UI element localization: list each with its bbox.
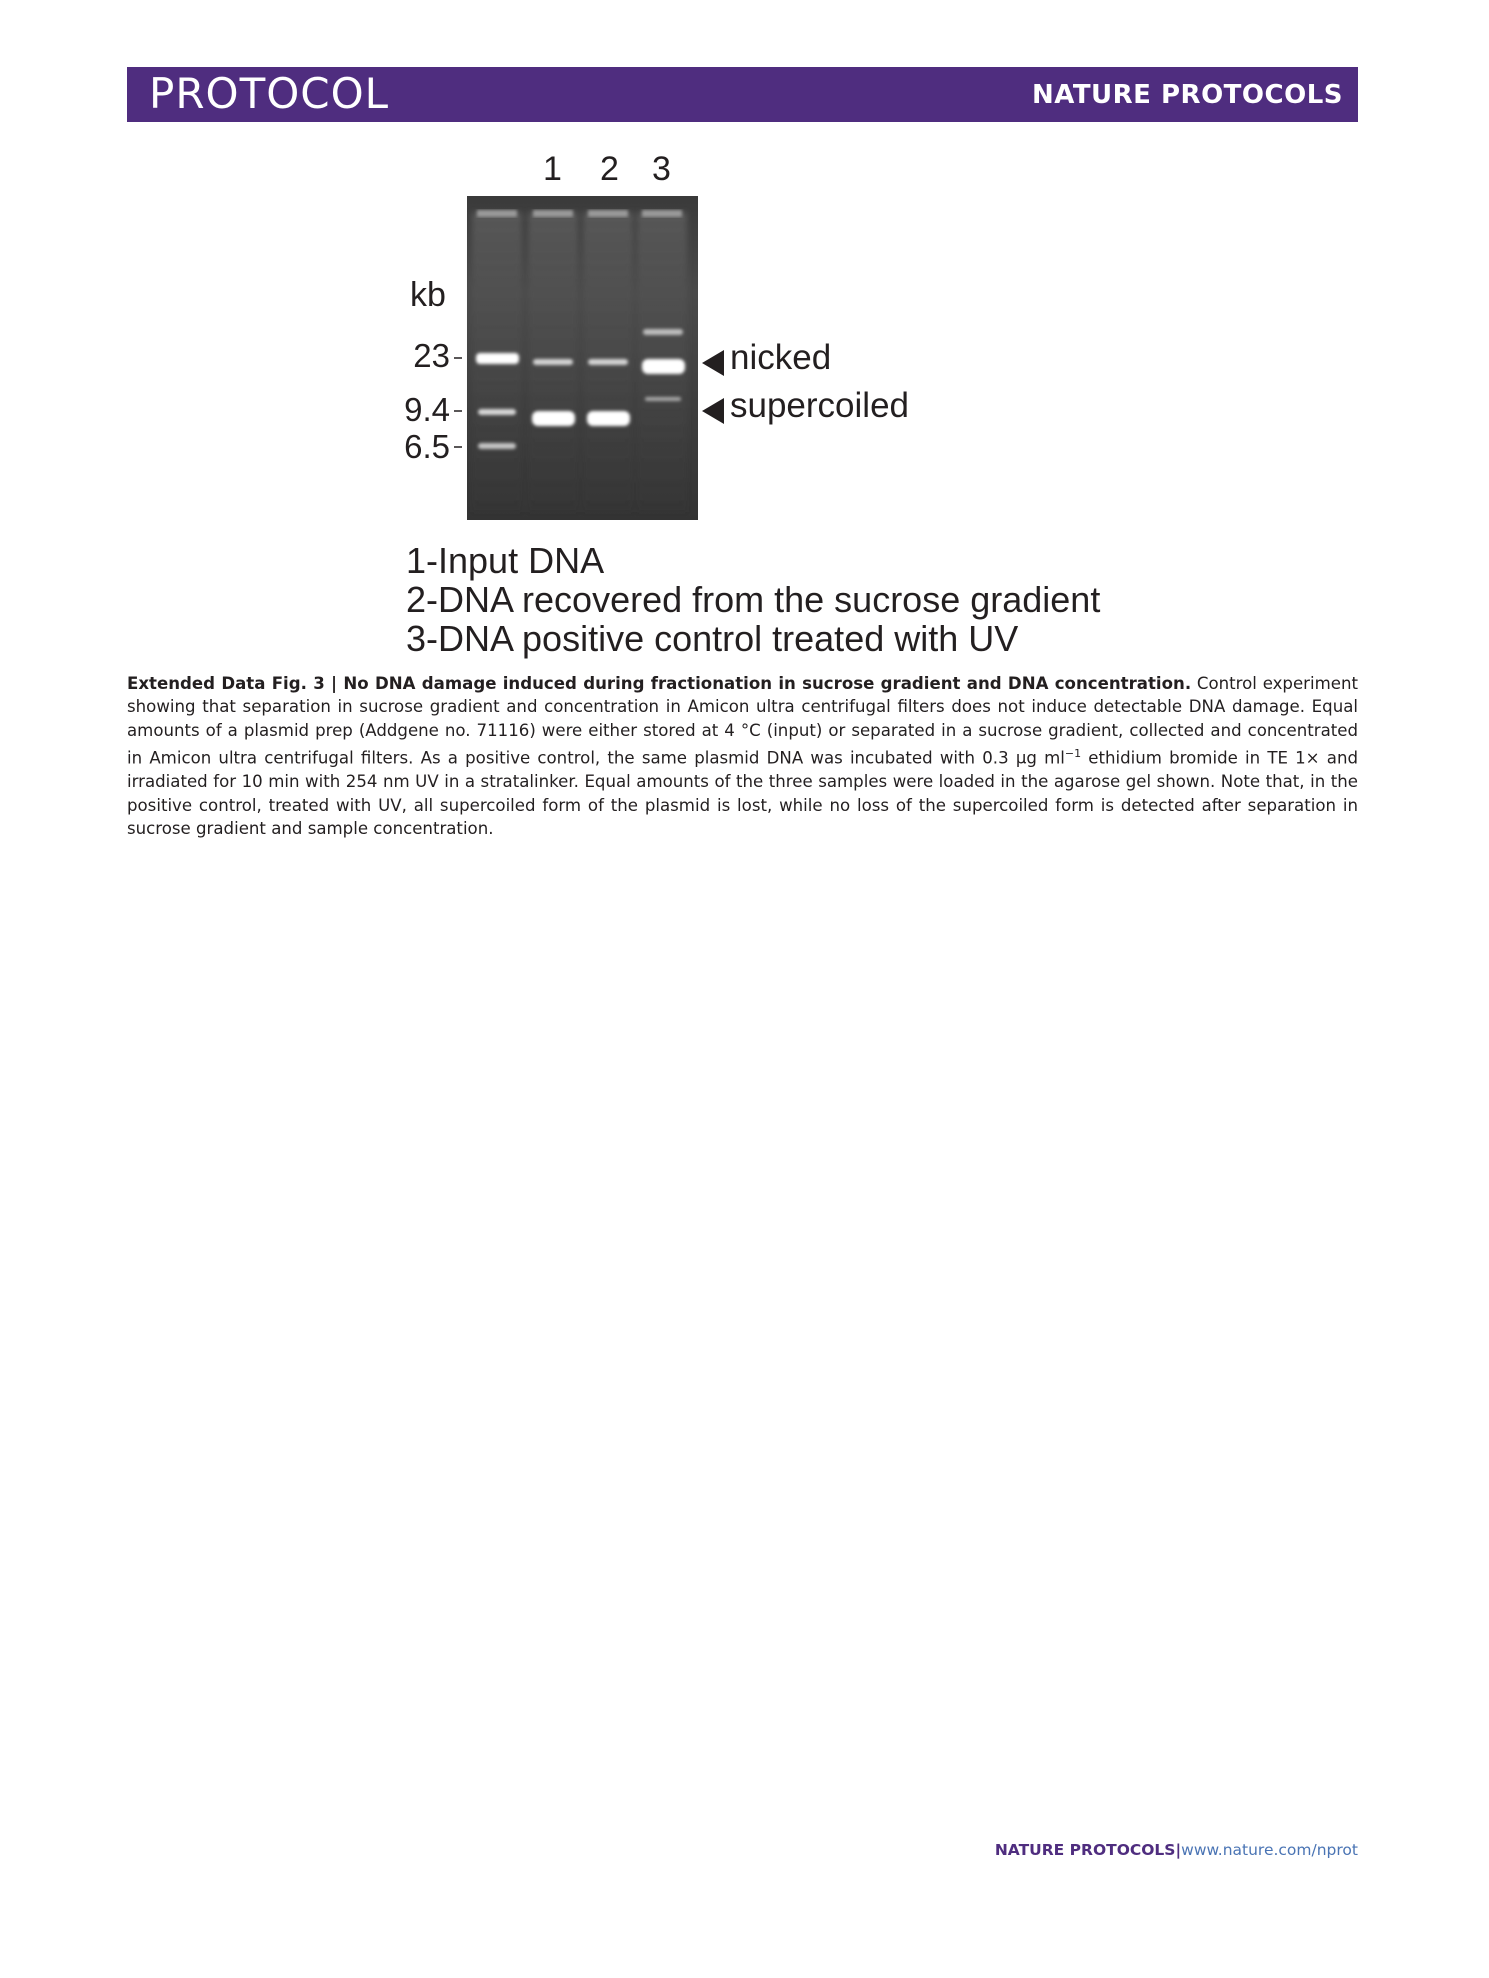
footer-separator: |: [1175, 1841, 1182, 1859]
lane-number-3: 3: [652, 150, 671, 188]
nicked-arrow-icon: [702, 350, 724, 376]
page-footer: [995, 1841, 1358, 1859]
figure-caption: [127, 672, 1358, 840]
lane-number-1: 1: [543, 150, 562, 188]
gel-lane-smears: [472, 212, 687, 512]
legend-line-2: 2-DNA recovered from the sucrose gradient: [406, 579, 1101, 620]
marker-label-23: 23: [413, 337, 450, 374]
annotation-supercoiled: supercoiled: [730, 386, 909, 425]
caption-superscript: −1: [1064, 747, 1082, 761]
gel-wells: [477, 210, 682, 217]
footer-url-link[interactable]: www.nature.com/nprot: [1181, 1841, 1358, 1859]
marker-ticks: [454, 358, 462, 447]
supercoiled-arrow-icon: [702, 398, 724, 424]
section-label: PROTOCOL: [149, 69, 390, 118]
legend-line-1: 1-Input DNA: [406, 540, 605, 581]
gel-background: [467, 196, 698, 520]
size-unit-label: kb: [410, 276, 446, 314]
caption-body-part1: Control experiment showing that separation in sucrose gradient and concentration in Amicon ultra centrifugal filters does not induce detectable DNA damage. Equal amounts of a plasmid prep (Addgene no. 71116) were either stored at 4 °C (input) or separated in a sucrose gradient, collected and concentrated in Amicon ultra centrifugal filters. As a positive control, the same plasmid DNA was incubated with 0.3 μg ml: [127, 674, 1358, 768]
caption-body-part2: ethidium bromide in TE 1× and irradiated for 10 min with 254 nm UV in a stratalinker. Equal amounts of the three samples were loaded in the agarose gel shown. Note that, in the positive control, treated with UV, all supercoiled form of the plasmid is lost, while no loss of the supercoiled form is detected after separation in sucrose gradient and sample concentration.: [127, 748, 1358, 838]
journal-name: NATURE PROTOCOLS: [1031, 80, 1343, 110]
gel-bands: [476, 329, 685, 449]
caption-label: Extended Data Fig. 3 | No DNA damage induced during fractionation in sucrose gradient and DNA concentration.: [127, 674, 1192, 693]
legend-line-3: 3-DNA positive control treated with UV: [406, 618, 1019, 659]
marker-label-9-4: 9.4: [404, 391, 450, 428]
footer-journal: NATURE PROTOCOLS: [994, 1841, 1176, 1859]
marker-label-6-5: 6.5: [404, 428, 450, 465]
lane-number-2: 2: [600, 150, 619, 188]
header-bar: [127, 67, 1358, 122]
annotation-nicked: nicked: [730, 338, 832, 377]
